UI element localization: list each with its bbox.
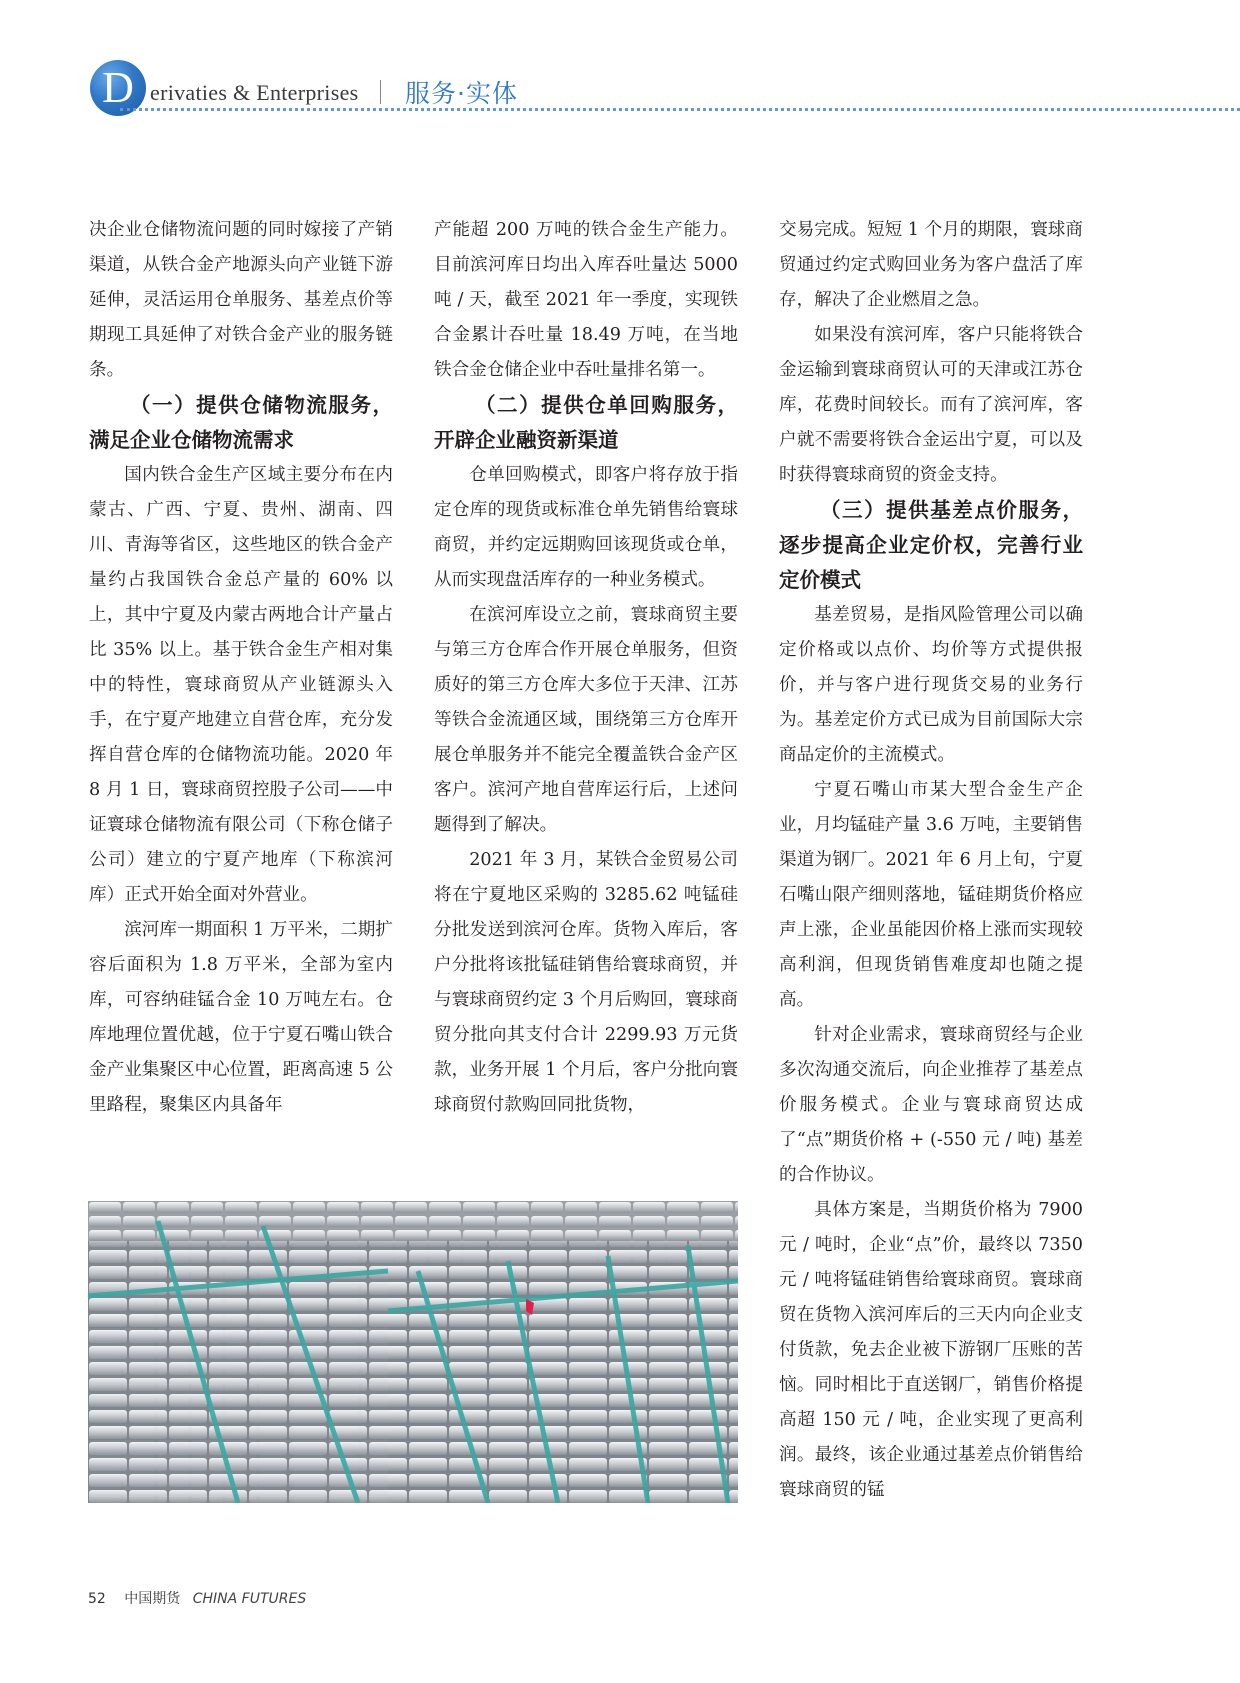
body-paragraph: 决企业仓储物流问题的同时嫁接了产销渠道，从铁合金产地源头向产业链下游延伸，灵活运用仓单服务、基差点价等期现工具延伸了对铁合金产业的服务链条。 (89, 220, 393, 380)
body-paragraph: 具体方案是，当期货价格为 7900 元 / 吨时，企业“点”价，最终以 7350 元 / 吨将锰硅销售给寰球商贸。寰球商贸在货物入滨河库后的三天内向企业支付货款，免去企业被下游钢厂压账的苦恼。同时相比于直送钢厂，销售价格提高超 150 元 / 吨，企业实现了更高利润。最终，该企业通过基差点价销售给寰球商贸的锰 (779, 1200, 1083, 1500)
logo-letter: D (102, 63, 134, 112)
body-paragraph: 产能超 200 万吨的铁合金生产能力。目前滨河库日均出入库吞吐量达 5000 吨 / 天，截至 2021 年一季度，实现铁合金累计吞吐量 18.49 万吨，在当地铁合金仓储企业中吞吐量排名第一。 (434, 220, 738, 380)
body-paragraph: 如果没有滨河库，客户只能将铁合金运输到寰球商贸认可的天津或江苏仓库，花费时间较长。而有了滨河库，客户就不需要将铁合金运出宁夏，可以及时获得寰球商贸的资金支持。 (779, 325, 1083, 485)
body-paragraph: 2021 年 3 月，某铁合金贸易公司将在宁夏地区采购的 3285.62 吨锰硅分批发送到滨河仓库。货物入库后，客户分批将该批锰硅销售给寰球商贸，并与寰球商贸约定 3 个月后购回，寰球商贸分批向其支付合计 2299.93 万元货款，业务开展 1 个月后，客户分批向寰球商贸付款购回同批货物， (434, 850, 738, 1115)
ingot-stack-illustration (88, 1201, 738, 1503)
header-divider (380, 80, 381, 104)
body-paragraph: 宁夏石嘴山市某大型合金生产企业，月均锰硅产量 3.6 万吨，主要销售渠道为钢厂。2021 年 6 月上旬，宁夏石嘴山限产细则落地，锰硅期货价格应声上涨，企业虽能因价格上涨而实现较高利润，但现货销售难度却也随之提高。 (779, 780, 1083, 1010)
body-paragraph: 滨河库一期面积 1 万平米，二期扩容后面积为 1.8 万平米，全部为室内库，可容纳硅锰合金 10 万吨左右。仓库地理位置优越，位于宁夏石嘴山铁合金产业集聚区中心位置，距离高速 5 公里路程，聚集区内具备年 (89, 920, 393, 1115)
body-paragraph: 国内铁合金生产区域主要分布在内蒙古、广西、宁夏、贵州、湖南、四川、青海等省区，这些地区的铁合金产量约占我国铁合金总产量的 60% 以上，其中宁夏及内蒙古两地合计产量占比 35% 以上。基于铁合金生产相对集中的特性，寰球商贸从产业链源头入手，在宁夏产地建立自营仓库，充分发挥自营仓库的仓储物流功能。2020 年 8 月 1 日，寰球商贸控股子公司——中证寰球仓储物流有限公司（下称仓储子公司）建立的宁夏产地库（下称滨河库）正式开始全面对外营业。 (89, 465, 393, 905)
section-title-en: erivaties & Enterprises (150, 80, 359, 105)
page-number: 52 (88, 1591, 106, 1607)
body-paragraph: 在滨河库设立之前，寰球商贸主要与第三方仓库合作开展仓单服务，但资质好的第三方仓库大多位于天津、江苏等铁合金流通区域，围绕第三方仓库开展仓单服务并不能完全覆盖铁合金产区客户。滨河产地自营库运行后，上述问题得到了解决。 (434, 605, 738, 835)
alloy-ingots-photo (88, 1201, 738, 1503)
body-paragraph: 基差贸易，是指风险管理公司以确定价格或以点价、均价等方式提供报价，并与客户进行现货交易的业务行为。基差定价方式已成为目前国际大宗商品定价的主流模式。 (779, 605, 1083, 765)
magazine-name-cn: 中国期货 (124, 1591, 181, 1607)
section-title-cn: 服务·实体 (405, 79, 518, 108)
body-paragraph: 仓单回购模式，即客户将存放于指定仓库的现货或标准仓单先销售给寰球商贸，并约定远期购回该现货或仓单，从而实现盘活库存的一种业务模式。 (434, 465, 738, 590)
magazine-name-en: CHINA FUTURES (192, 1591, 307, 1607)
body-paragraph: 针对企业需求，寰球商贸经与企业多次沟通交流后，向企业推荐了基差点价服务模式。企业与寰球商贸达成了“点”期货价格 + (-550 元 / 吨) 基差的合作协议。 (779, 1025, 1083, 1185)
page-footer (88, 1588, 306, 1608)
section-heading: （二）提供仓单回购服务，开辟企业融资新渠道 (434, 393, 738, 452)
section-heading: （三）提供基差点价服务，逐步提高企业定价权，完善行业定价模式 (779, 498, 1083, 592)
section-heading: （一）提供仓储物流服务，满足企业仓储物流需求 (89, 393, 393, 452)
header-dotted-rule (120, 108, 1240, 111)
text-column-2 (434, 213, 738, 1123)
body-paragraph: 交易完成。短短 1 个月的期限，寰球商贸通过约定式购回业务为客户盘活了库存，解决了企业燃眉之急。 (779, 220, 1083, 310)
text-column-1 (89, 213, 393, 1123)
text-column-3 (779, 213, 1083, 1508)
